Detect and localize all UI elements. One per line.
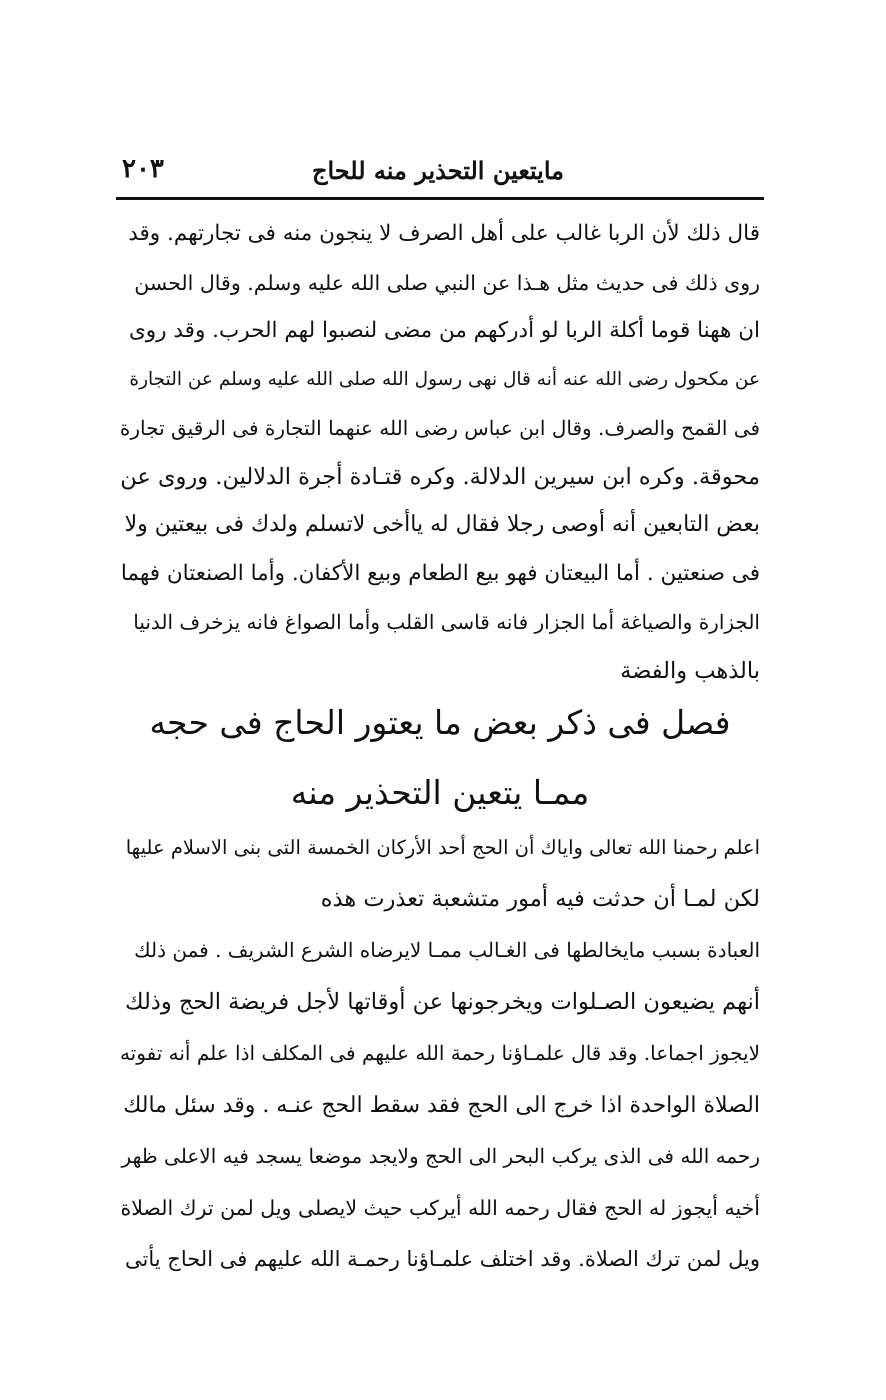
section-heading-line-2: ممـا يتعين التحذير منه [290,773,590,812]
text-line: لكن لمـا أن حدثت فيه أمور متشعبة تعذرت هذه [320,885,760,912]
paragraph-1 [120,210,760,695]
text-line: رحمه الله فى الذى يركب البحر الى الحج ولايجد موضعا يسجد فيه الاعلى ظهر [121,1144,760,1168]
text-line: قال ذلك لأن الربا غالب على أهل الصرف لا ينجون منه فى تجارتهم. وقد [128,221,760,246]
text-line: فى القمح والصرف. وقال ابن عباس رضى الله عنهما التجارة فى الرقيق تجارة [120,416,760,440]
text-line: العبادة بسبب مايخالطها فى الغـالب ممـا لايرضاه الشرع الشريف . فمن ذلك [134,938,760,962]
text-line: فى صنعتين . أما البيعتان فهو بيع الطعام وبيع الأكفان. وأما الصنعتان فهما [120,560,760,586]
text-line: محوقة. وكره ابن سيرين الدلالة. وكره قتـادة أجرة الدلالين. وروى عن [120,463,760,490]
text-line: الصلاة الواحدة اذا خرج الى الحج فقد سقط الحج عنـه . وقد سئل مالك [123,1092,760,1118]
page-header [118,150,758,196]
text-line: بالذهب والفضة [620,657,760,684]
section-heading-line-1: فصل فى ذكر بعض ما يعتور الحاج فى حجه [149,703,731,742]
text-line: بعض التابعين أنه أوصى رجلا فقال له ياأخى لاتسلم ولدك فى بيعتين ولا [124,512,760,537]
text-line: أنهم يضيعون الصـلوات ويخرجونها عن أوقاتها لأجل فريضة الحج وذلك [124,988,760,1015]
header-rule [116,197,764,200]
text-line: عن مكحول رضى الله عنه أنه قال نهى رسول الله صلى الله عليه وسلم عن التجارة [129,368,760,390]
text-line: لايجوز اجماعا. وقد قال علمـاؤنا رحمة الله عليهم فى المكلف اذا علم أنه تفوته [120,1041,760,1065]
page-number: ٢٠٣ [122,154,164,184]
paragraph-2 [120,822,760,1286]
text-line: ويل لمن ترك الصلاة. وقد اختلف علمـاؤنا رحمـة الله عليهم فى الحاج يأتى [125,1247,760,1271]
running-title: مايتعين التحذير منه للحاج [312,156,564,185]
text-line: ان ههنا قوما أكلة الربا لو أدركهم من مضى لنصبوا لهم الحرب. وقد روى [128,318,760,343]
text-line: الجزارة والصياغة أما الجزار فانه قاسى القلب وأما الصواغ فانه يزخرف الدنيا [133,610,760,634]
text-line: روى ذلك فى حديث مثل هـذا عن النبي صلى الله عليه وسلم. وقال الحسن [134,270,760,295]
text-line: أخيه أيجوز له الحج فقال رحمه الله أيركب حيث لايصلى ويل لمن ترك الصلاة [120,1195,760,1220]
text-line: اعلم رحمنا الله تعالى واياك أن الحج أحد الأركان الخمسة التى بنى الاسلام عليها [125,836,760,859]
